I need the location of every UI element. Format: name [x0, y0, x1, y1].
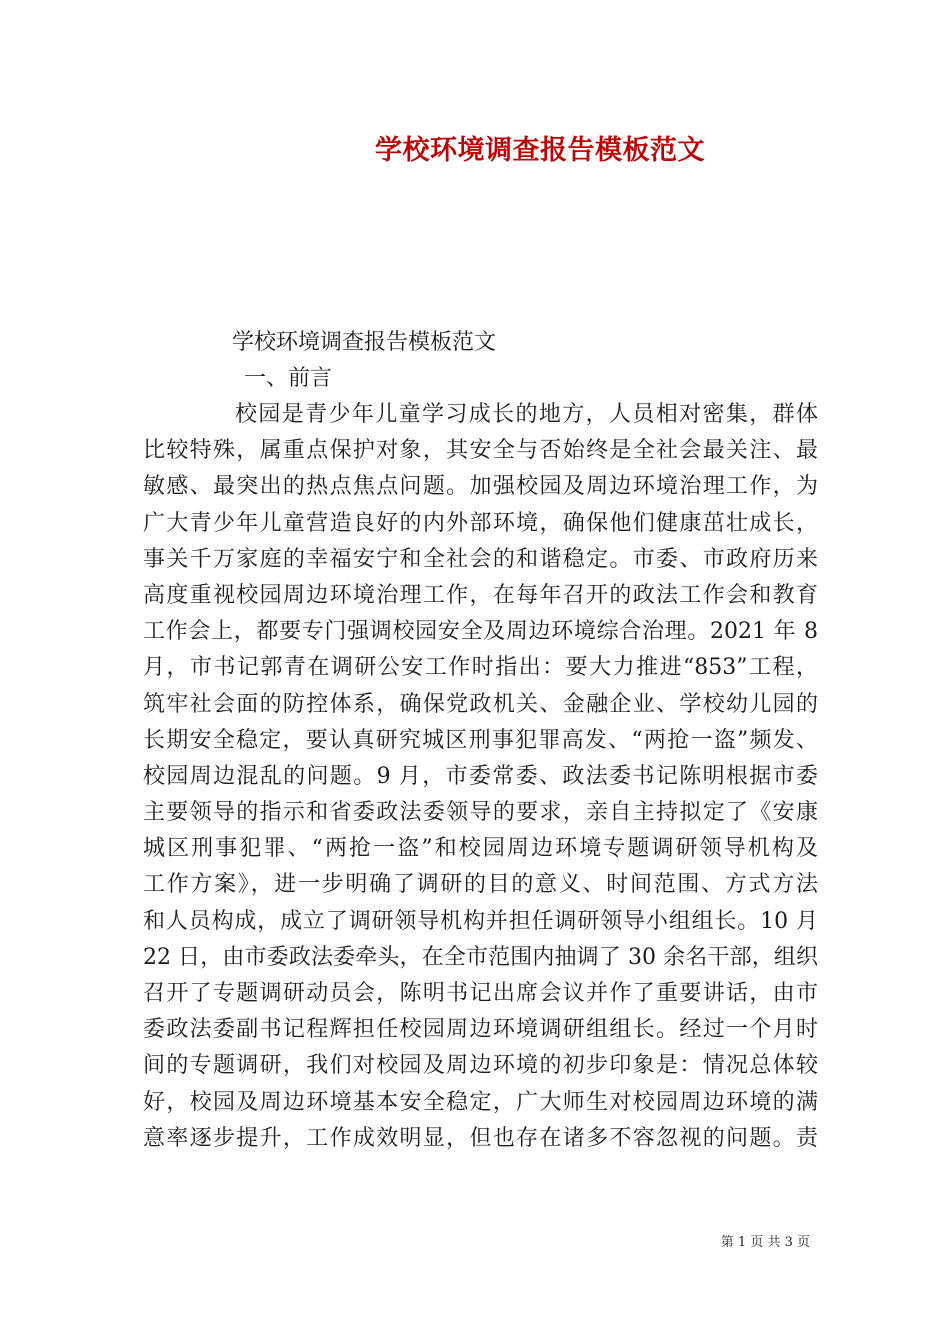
- paragraph-line: 工作会上，都要专门强调校园安全及周边环境综合治理。2021 年 8: [143, 619, 818, 645]
- page-number-footer: 第 1 页 共 3 页: [720, 1235, 810, 1250]
- paragraph-line: 校园周边混乱的问题。9 月，市委常委、政法委书记陈明根据市委: [143, 763, 818, 789]
- paragraph-line: 和人员构成，成立了调研领导机构并担任调研领导小组组长。10 月: [143, 908, 818, 934]
- document-title: 学校环境调查报告模板范文: [375, 135, 705, 166]
- paragraph-line: 主要领导的指示和省委政法委领导的要求，亲自主持拟定了《安康: [143, 800, 818, 826]
- paragraph-line: 工作方案》，进一步明确了调研的目的意义、时间范围、方式方法: [143, 872, 818, 898]
- paragraph-line: 事关千万家庭的幸福安宁和全社会的和谐稳定。市委、市政府历来: [143, 546, 818, 572]
- paragraph-line: 月，市书记郭青在调研公安工作时指出：要大力推进“853”工程，: [143, 655, 818, 681]
- paragraph-line: 高度重视校园周边环境治理工作，在每年召开的政法工作会和教育: [143, 582, 818, 608]
- paragraph-line: 22 日，由市委政法委牵头，在全市范围内抽调了 30 余名干部，组织: [143, 944, 818, 970]
- paragraph-line: 广大青少年儿童营造良好的内外部环境，确保他们健康茁壮成长，: [143, 510, 818, 536]
- paragraph-line: 召开了专题调研动员会，陈明书记出席会议并作了重要讲话，由市: [143, 981, 818, 1006]
- section-heading: 一、前言: [244, 366, 333, 391]
- paragraph-line: 意率逐步提升，工作成效明显，但也存在诸多不容忽视的问题。责: [143, 1125, 818, 1151]
- paragraph-line: 长期安全稳定，要认真研究城区刑事犯罪高发、“两抢一盗”频发、: [143, 727, 818, 753]
- paragraph-line: 比较特殊，属重点保护对象，其安全与否始终是全社会最关注、最: [143, 438, 818, 464]
- paragraph-line: 好，校园及周边环境基本安全稳定，广大师生对校园周边环境的满: [143, 1089, 818, 1115]
- body-paragraph: [143, 397, 818, 1157]
- paragraph-line: 校园是青少年儿童学习成长的地方，人员相对密集，群体: [235, 402, 818, 427]
- paragraph-line: 城区刑事犯罪、“两抢一盗”和校园周边环境专题调研领导机构及: [143, 836, 818, 862]
- paragraph-line: 间的专题调研，我们对校园及周边环境的初步印象是：情况总体较: [143, 1053, 818, 1079]
- paragraph-line: 敏感、最突出的热点焦点问题。加强校园及周边环境治理工作，为: [143, 474, 818, 500]
- paragraph-line: 筑牢社会面的防控体系，确保党政机关、金融企业、学校幼儿园的: [143, 691, 818, 717]
- paragraph-line: 委政法委副书记程辉担任校园周边环境调研组组长。经过一个月时: [143, 1017, 818, 1043]
- body-title: 学校环境调查报告模板范文: [232, 330, 497, 355]
